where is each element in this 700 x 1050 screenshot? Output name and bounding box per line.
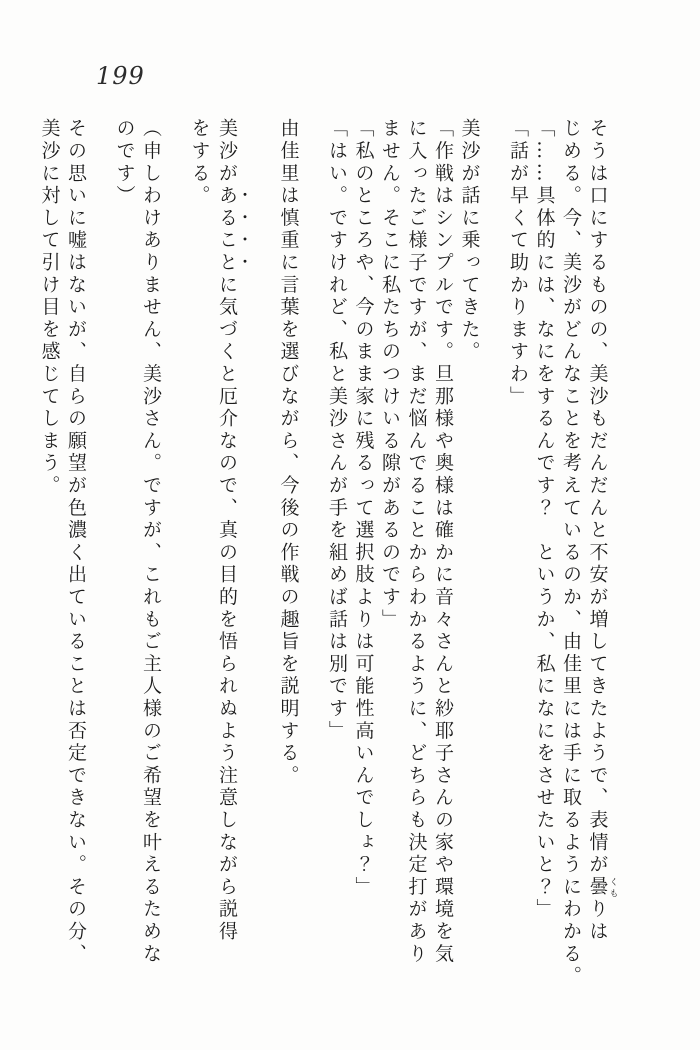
text-line-5: 美沙が話に乗ってきた。 [458,118,481,364]
text-line-15: のです） [113,118,136,208]
emphasized-text: あること [216,184,238,275]
text-line-9: 「私のところや、今のまま家に残るって選択肢よりは可能性高いんでしょ？」 [352,118,375,899]
text-line-8: ません。そこに私たちのつけいる隙があるのです」 [379,118,401,631]
text-line-2: じめる。今、美沙がどんなことを考えているのか、由佳里には手に取るようにわかる。 [560,118,582,988]
text-line-6: 「作戦はシンプルです。旦那様や奥様は確かに音々さんと紗耶子さんの家や環境を気 [432,118,454,966]
text-line-17: 美沙に対して引け目を感じてしまう。 [38,118,61,498]
text-line-3: 「……具体的には、なにをするんです？ というか、私になにをさせたいと？」 [533,118,556,921]
ruby-annotation: 曇 くも [586,876,618,899]
furigana-text: くも [607,876,618,899]
text-line-7: に入ったご様子ですが、まだ悩んでることからわかるように、どちらも決定打があり [405,118,428,966]
text-line-13: をする。 [188,118,211,208]
text-line-14: （申しわけありません、美沙さん。ですが、これもご主人様のご希望を叶えるためな [140,118,162,966]
page-text-block [32,118,636,988]
text-line-12: 美沙があることに気づくと厄介なので、真の目的を悟られぬよう注意しながら説得 [216,118,238,944]
text-line-16: その思いに嘘はないが、自らの願望が色濃く出ていることは否定できない。その分、 [65,118,87,966]
page-number: 199 [96,62,145,90]
text-line-11: 由佳里は慎重に言葉を選びながら、今後の作戦の趣旨を説明する。 [277,118,300,787]
text-line-10: 「はい。ですけれど、私と美沙さんが手を組めば話は別です」 [326,118,348,743]
text-line-1: そうは口にするものの、美沙もだんだんと不安が増してきたようで、表情が曇 くもりは [586,118,618,944]
text-line-4: 「話が早くて助かりますわ」 [507,118,529,408]
